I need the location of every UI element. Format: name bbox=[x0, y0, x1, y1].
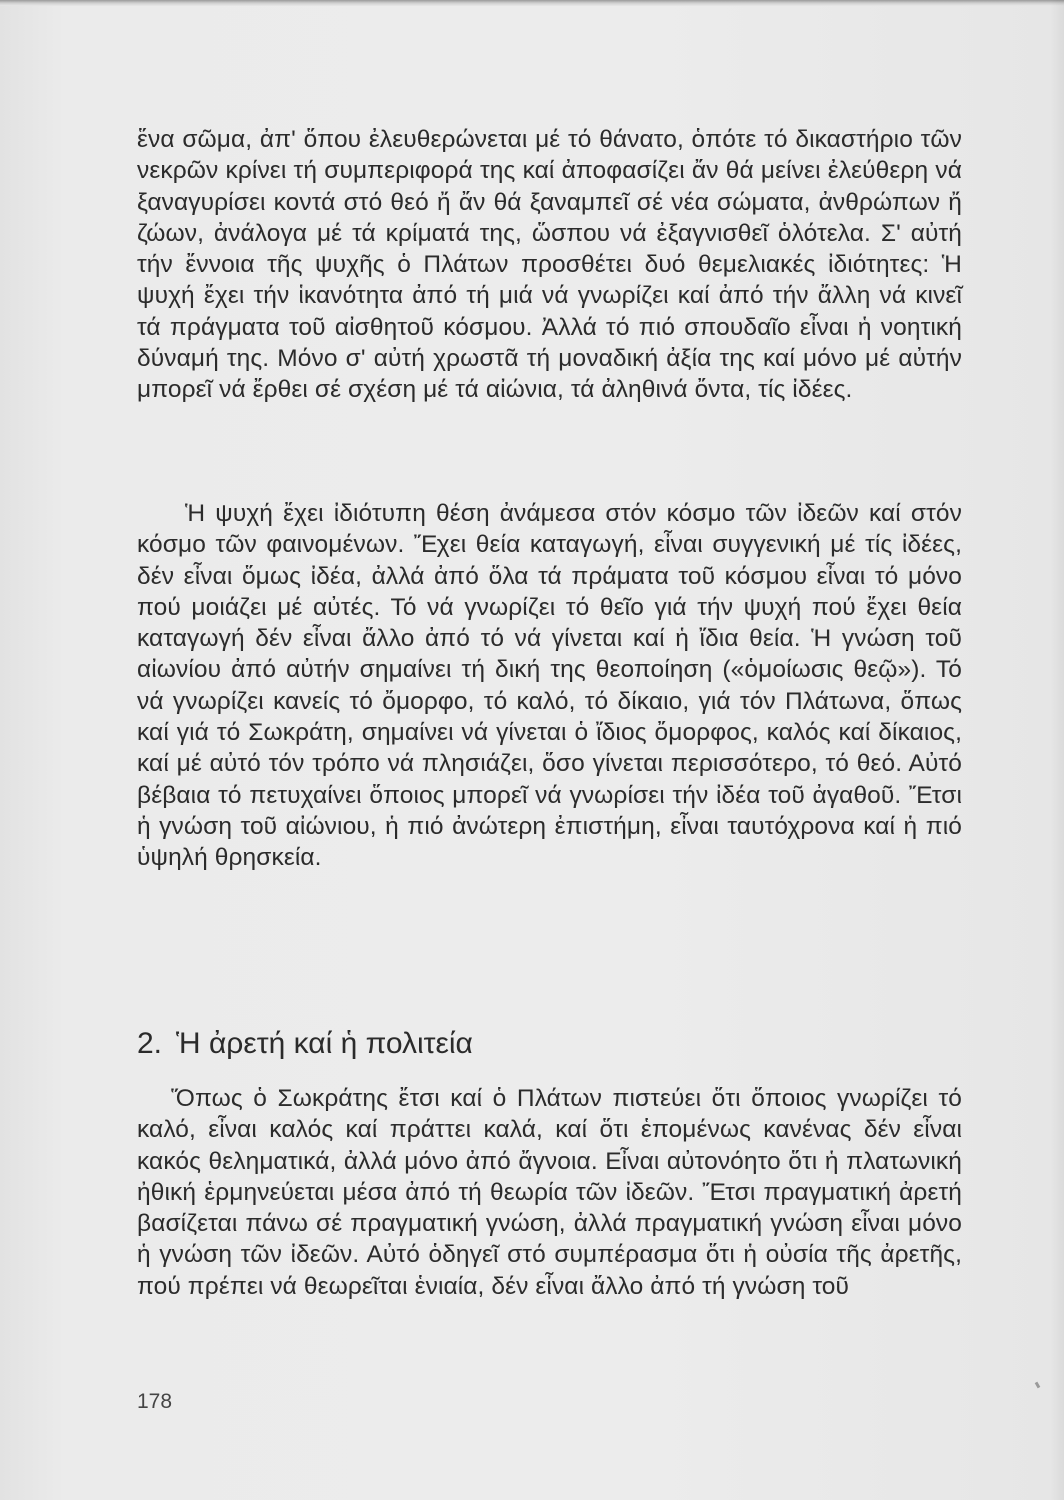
paragraph-continuation: ἕνα σῶμα, ἀπ' ὅπου ἐλευθερώνεται μέ τό θάνατο, ὁπότε τό δικαστήριο τῶν νεκρῶν κρίνει τή συμπεριφορά της καί ἀποφασίζει ἄν θά μείνει ἐλεύθερη νά ξαναγυρίσει κοντά στό θεό ἤ ἄν θά ξαναμπεῖ σέ νέα σώματα, ἀνθρώπων ἤ ζώων, ἀνάλογα μέ τά κρίματά της, ὥσπου νά ἐξαγνισθεῖ ὁλότελα. Σ' αὐτή τήν ἔννοια τῆς ψυχῆς ὁ Πλάτων προσθέτει δυό θεμελιακές ἰδιότητες: Ἡ ψυχή ἔχει τήν ἱκανότητα ἀπό τή μιά νά γνωρίζει καί ἀπό τήν ἄλλη νά κινεῖ τά πράγματα τοῦ αἰσθητοῦ κόσμου. Ἀλλά τό πιό σπουδαῖο εἶναι ἡ νοητική δύναμή της. Μόνο σ' αὐτή χρωστᾶ τή μοναδική ἀξία της καί μόνο μέ αὐτήν μπορεῖ νά ἔρθει σέ σχέση μέ τά αἰώνια, τά ἀληθινά ὄντα, τίς ἰδέες. bbox=[137, 126, 962, 404]
paragraph-virtue: Ὅπως ὁ Σωκράτης ἔτσι καί ὁ Πλάτων πιστεύει ὅτι ὅποιος γνωρίζει τό καλό, εἶναι καλός καί πράττει καλά, καί ὅτι ἑπομένως κανένας δέν εἶναι κακός θεληματικά, ἀλλά μόνο ἀπό ἄγνοια. Εἶναι αὐτονόητο ὅτι ἡ πλατωνική ἠθική ἑρμηνεύεται μέσα ἀπό τή θεωρία τῶν ἰδεῶν. Ἔτσι πραγματική ἀρετή βασίζεται πάνω σέ πραγματική γνώση, ἀλλά πραγματική γνώση εἶναι μόνο ἡ γνώση τῶν ἰδεῶν. Αὐτό ὁδηγεῖ στό συμπέρασμα ὅτι ἡ οὐσία τῆς ἀρετῆς, πού πρέπει νά θεωρεῖται ἑνιαία, δέν εἶναι ἄλλο ἀπό τή γνώση τοῦ bbox=[137, 1085, 962, 1300]
section-heading bbox=[137, 1025, 473, 1063]
paragraph-soul-position: Ἡ ψυχή ἔχει ἰδιότυπη θέση ἀνάμεσα στόν κόσμο τῶν ἰδεῶν καί στόν κόσμο τῶν φαινομένων. Ἔχει θεία καταγωγή, εἶναι συγγενική μέ τίς ἰδέες, δέν εἶναι ὅμως ἰδέα, ἀλλά ἀπό ὅλα τά πράματα τοῦ κόσμου εἶναι τό μόνο πού μοιάζει μέ αὐτές. Τό νά γνωρίζει τό θεῖο γιά τήν ψυχή πού ἔχει θεία καταγωγή δέν εἶναι ἄλλο ἀπό τό νά γίνεται καί ἡ ἴδια θεία. Ἡ γνώση τοῦ αἰωνίου ἀπό αὐτήν σημαίνει τή δική της θεοποίηση («ὁμοίωσις θεῷ»). Τό νά γνωρίζει κανείς τό ὄμορφο, τό καλό, τό δίκαιο, γιά τόν Πλάτωνα, ὅπως καί γιά τό Σωκράτη, σημαίνει νά γίνεται ὁ ἴδιος ὄμορφος, καλός καί δίκαιος, καί μέ αὐτό τόν τρόπο νά πλησιάζει, ὅσο γίνεται περισσότερο, τό θεό. Αὐτό βέβαια τό πετυχαίνει ὅποιος μπορεῖ νά γνωρίσει τήν ἰδέα τοῦ ἀγαθοῦ. Ἔτσι ἡ γνώση τοῦ αἰώνιου, ἡ πιό ἀνώτερη ἐπιστήμη, εἶναι ταυτόχρονα καί ἡ πιό ὑψηλή θρησκεία. bbox=[137, 500, 962, 872]
page-right-shadow bbox=[1050, 0, 1064, 1500]
page-top-edge bbox=[0, 0, 1064, 6]
section-title: Ἡ ἀρετή καί ἡ πολιτεία bbox=[176, 1027, 473, 1060]
page-number: 178 bbox=[137, 1390, 173, 1413]
section-number: 2. bbox=[137, 1027, 163, 1060]
scan-speck bbox=[1035, 1382, 1041, 1389]
